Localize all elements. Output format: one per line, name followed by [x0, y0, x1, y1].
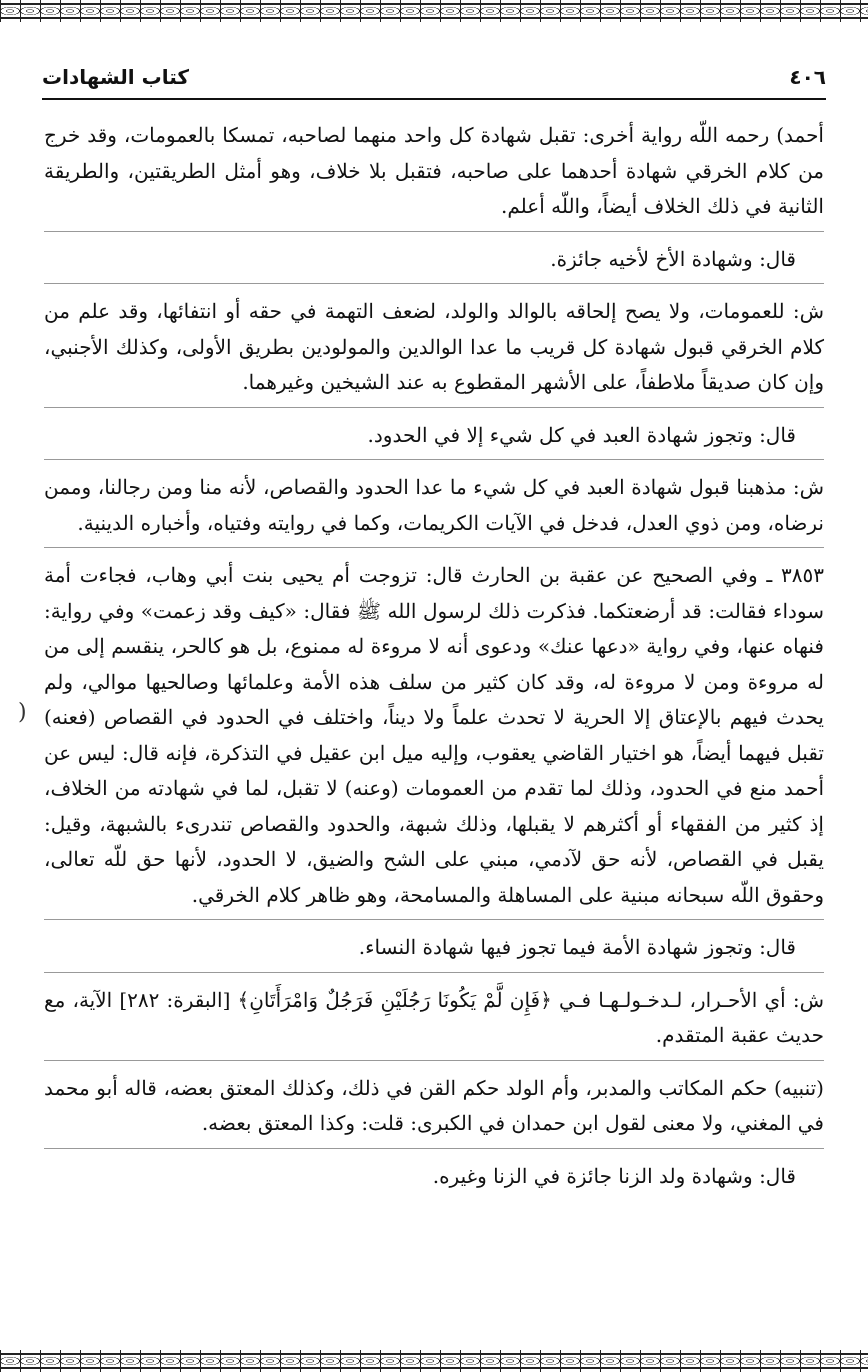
divider	[44, 407, 824, 408]
header-rule	[42, 98, 826, 100]
divider	[44, 547, 824, 548]
divider	[44, 1148, 824, 1149]
matn-line: قال: وشهادة ولد الزنا جائزة في الزنا وغيره.	[432, 1163, 796, 1188]
bottom-ornamental-border	[0, 1350, 868, 1372]
matn-line: قال: وتجوز شهادة الأمة فيما تجوز فيها شهادة النساء.	[358, 935, 796, 959]
divider	[44, 231, 824, 232]
paragraph: ش: مذهبنا قبول شهادة العبد في كل شيء ما عدا الحدود والقصاص، لأنه منا ومن رجالنا، وممن نرضاه، ومن ذوي العدل، فدخل في الآيات الكريمات، وكما في روايته وفتياه، وأخباره الدينية.	[44, 475, 824, 535]
divider	[44, 1060, 824, 1061]
paragraph: ش: أي الأحـرار، لـدخـولـهـا فـي ﴿فَإِن لَّمْ يَكُونَا رَجُلَيْنِ فَرَجُلٌ وَامْرَأَتَانِ﴾ [البقرة: ٢٨٢] الآية، مع حديث عقبة المتقدم.	[44, 987, 824, 1047]
divider	[44, 919, 824, 920]
page-header	[42, 62, 826, 92]
divider	[44, 972, 824, 973]
top-ornamental-border	[0, 0, 868, 22]
matn-line: قال: وشهادة الأخ لأخيه جائزة.	[550, 246, 796, 271]
divider	[44, 283, 824, 284]
paragraph: أحمد) رحمه اللّه رواية أخرى: تقبل شهادة كل واحد منهما لصاحبه، تمسكا بالعمومات، وقد خرج من كلام الخرقي شهادة أحدهما على صاحبه، فتقبل بلا خلاف، وهو أمثل الطريقتين، والطريقة الثانية في ذلك الخلاف أيضاً، واللّه أعلم.	[44, 123, 824, 218]
matn-line: قال: وتجوز شهادة العبد في كل شيء إلا في الحدود.	[367, 422, 796, 447]
book-title: كتاب الشهادات	[42, 65, 190, 89]
divider	[44, 459, 824, 460]
page-body	[44, 118, 824, 1200]
paragraph: (تنبيه) حكم المكاتب والمدبر، وأم الولد حكم القن في ذلك، وكذلك المعتق بعضه، قاله أبو محمد في المغني، ولا معنى لقول ابن حمدان في الكبرى: قلت: وكذا المعتق بعضه.	[44, 1075, 824, 1135]
margin-mark: )	[18, 700, 27, 725]
paragraph: ش: للعمومات، ولا يصح إلحاقه بالوالد والولد، لضعف التهمة في حقه أو انتفائها، وقد علم من كلام الخرقي قبول شهادة كل قريب ما عدا الوالدين والمولودين بطريق الأولى، وكذلك الأجنبي، وإن كان صديقاً ملاطفاً، على الأشهر المقطوع به عند الشيخين وغيرهما.	[44, 299, 824, 394]
hadith-paragraph: ٣٨٥٣ ـ وفي الصحيح عن عقبة بن الحارث قال: تزوجت أم يحيى بنت أبي وهاب، فجاءت أمة سوداء فقالت: قد أرضعتكما. فذكرت ذلك لرسول الله ﷺ فقال: «كيف وقد زعمت» وفي رواية: فنهاه عنها، وفي رواية «دعها عنك» ودعوى أنه لا مروءة له ممنوع، بل هو كالحر، ينقسم إلى من له مروءة ومن لا مروءة له، وقد كان كثير من سلف هذه الأمة وعلمائها وصالحيها موالي، ولم يحدث فيهم بالإعتاق إلا الحرية لا تحدث علماً ولا ديناً، واختلف في الحدود في القصاص (فعنه) تقبل فيهما أيضاً، هو اختيار القاضي يعقوب، وإليه ميل ابن عقيل في التذكرة، فإنه قال: ليس عن أحمد منع في الحدود، وذلك لما تقدم من العمومات (وعنه) لا تقبل، لما في شهادته من الخلاف، إذ كثير من الفقهاء أو أكثرهم لا يقبلها، وذلك شبهة، والحدود والقصاص تندرىء بالشبهة، وقيل: يقبل في القصاص، لأنه حق لآدمي، مبني على الشح والضيق، لا الحدود، لأنها حق للّه تعالى، وحقوق اللّه سبحانه مبنية على المساهلة والمسامحة، وهو ظاهر كلام الخرقي.	[44, 563, 824, 907]
page-number: ٤٠٦	[789, 65, 826, 89]
